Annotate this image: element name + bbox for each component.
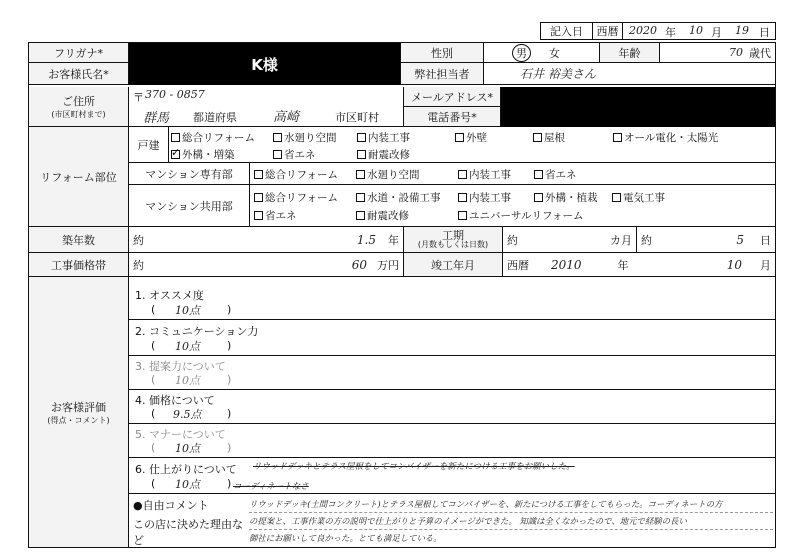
- private-label: マンション専有部: [129, 163, 250, 185]
- checkbox-icon: [356, 170, 365, 179]
- checkbox-icon: [533, 133, 542, 142]
- eval-item-4: [129, 390, 775, 424]
- eval-item-score: 10点: [175, 374, 200, 387]
- age-unit: 歳代: [749, 46, 771, 60]
- address-city-unit: 市区町村: [335, 111, 379, 124]
- checkbox-icon: [254, 211, 263, 220]
- period-label-cell: [403, 227, 503, 253]
- checkbox-icon: [458, 193, 467, 202]
- address-sublabel: (市区町村まで): [51, 110, 106, 119]
- house-options: [169, 127, 775, 163]
- checkbox-icon: [455, 133, 464, 142]
- staff-label: 弊社担当者: [400, 63, 484, 85]
- checkbox-icon: [357, 133, 366, 142]
- period-sublabel: (月数もしくは日数): [417, 240, 489, 250]
- eval-item-close: ): [227, 373, 232, 386]
- staff-field: [484, 63, 775, 85]
- common-label: マンション共用部: [129, 185, 250, 227]
- completion-field: [503, 253, 775, 277]
- period-month-prefix: 約: [507, 233, 518, 247]
- customer-name-text: K様: [251, 55, 278, 74]
- gender-label: 性別: [400, 43, 484, 63]
- eval-item-5: [129, 424, 775, 458]
- address-pref-unit: 都道府県: [193, 111, 237, 124]
- period-day-unit: 日: [760, 233, 771, 247]
- private-opt-0[interactable]: 総合リフォーム: [254, 167, 338, 182]
- price-value: 60: [351, 257, 367, 272]
- house-label: 戸建: [129, 127, 169, 163]
- checkbox-icon: [254, 170, 263, 179]
- building-age-label: 築年数: [29, 227, 129, 253]
- checkbox-checked-icon: [171, 150, 180, 159]
- checkbox-icon: [273, 150, 282, 159]
- checkbox-icon: [357, 150, 366, 159]
- eval-item-open: (: [151, 373, 156, 386]
- house-opt-0[interactable]: 総合リフォーム: [171, 130, 255, 145]
- checkbox-icon: [356, 211, 365, 220]
- price-prefix: 約: [133, 258, 144, 272]
- eval-item-3: [129, 356, 775, 390]
- eval-item-title: 2. コミュニケーション力: [135, 325, 259, 338]
- age-field: [660, 43, 775, 63]
- completion-month: 10: [726, 257, 742, 272]
- checkbox-icon: [458, 211, 467, 220]
- building-age-field: [129, 227, 403, 253]
- checkbox-icon: [613, 133, 622, 142]
- address-label: ご住所: [62, 95, 95, 108]
- price-label: 工事価格帯: [29, 253, 129, 277]
- completion-year-unit: 年: [617, 258, 629, 272]
- record-year: 2020: [629, 24, 657, 37]
- common-opt-1[interactable]: 水道・設備工事: [356, 190, 441, 205]
- record-date-label: 記入日: [541, 23, 593, 39]
- checkbox-icon: [171, 133, 180, 142]
- common-options: [250, 185, 775, 227]
- email-label: メールアドレス*: [403, 87, 501, 107]
- common-opt-5[interactable]: 省エネ: [254, 208, 297, 223]
- eval-item-close: ): [227, 441, 232, 454]
- phone-label: 電話番号*: [403, 107, 501, 127]
- reform-section-label: リフォーム部位: [29, 127, 129, 227]
- eval-item-title: 3. 提案力について: [135, 360, 226, 373]
- completion-label: 竣工年月: [403, 253, 503, 277]
- eval-item-score: 10点: [175, 478, 200, 491]
- common-opt-6[interactable]: 耐震改修: [356, 208, 409, 223]
- eval-item-close: ): [227, 477, 232, 490]
- name-label: お客様氏名*: [29, 63, 129, 85]
- house-opt-3[interactable]: 外壁: [455, 130, 487, 145]
- house-opt-8[interactable]: 耐震改修: [357, 147, 410, 162]
- completion-era: 西暦: [507, 258, 529, 272]
- record-month-unit: 月: [711, 26, 722, 39]
- gender-male[interactable]: 男: [512, 44, 531, 62]
- record-day-unit: 日: [759, 26, 770, 39]
- gender-female[interactable]: 女: [549, 46, 560, 60]
- customer-name: [129, 43, 400, 85]
- eval-item-open: (: [151, 407, 156, 420]
- period-day-field: [637, 227, 775, 253]
- checkbox-icon: [273, 133, 282, 142]
- staff-name: 石井 裕美さん: [520, 67, 596, 81]
- period-month-unit: カ月: [610, 233, 632, 247]
- eval-item-open: (: [151, 303, 156, 316]
- common-opt-2[interactable]: 内装工事: [458, 190, 511, 205]
- gender-field: [484, 43, 600, 63]
- address-field: [129, 87, 403, 127]
- record-month: 10: [689, 24, 703, 37]
- checkbox-icon: [534, 193, 543, 202]
- free-comment-label: ●自由コメント: [133, 499, 209, 512]
- house-opt-1[interactable]: 水廻り空間: [273, 130, 337, 145]
- eval-item-close: ): [227, 339, 232, 352]
- common-opt-3[interactable]: 外構・植栽: [534, 190, 598, 205]
- struck-note: リウッドデッキとテラス屋根をしてコンバイザーを新たにつける工事をお願いした。: [253, 462, 575, 472]
- eval-item-close: ): [227, 407, 232, 420]
- period-month-field: [503, 227, 637, 253]
- evaluation-label: お客様評価: [51, 400, 106, 414]
- eval-item-title: 1. オススメ度: [135, 289, 204, 302]
- record-date-box: [540, 22, 776, 40]
- email-field[interactable]: [501, 87, 775, 127]
- eval-item-1: [129, 284, 775, 320]
- building-age-value: 1.5: [356, 232, 376, 247]
- private-opt-1[interactable]: 水廻り空間: [356, 167, 420, 182]
- address-city: 高崎: [273, 110, 300, 125]
- postal-code: 370 - 0857: [145, 88, 205, 101]
- comment-line: リウッドデッキ(土間コンクリート)とテラス屋根してコンバイザーを、新たにつける工事をしてもらった。コーディネートの方: [249, 496, 773, 513]
- eval-item-6: [129, 458, 775, 494]
- furigana-label: フリガナ*: [29, 43, 129, 63]
- private-opt-2[interactable]: 内装工事: [458, 167, 511, 182]
- building-age-unit: 年: [388, 233, 399, 247]
- period-day-value: 5: [736, 232, 744, 247]
- eval-item-score: 10点: [175, 442, 200, 455]
- checkbox-icon: [612, 193, 621, 202]
- checkbox-icon: [254, 193, 263, 202]
- house-opt-4[interactable]: 屋根: [533, 130, 565, 145]
- evaluation-label-cell: [29, 277, 129, 547]
- checkbox-icon: [356, 193, 365, 202]
- eval-item-title: 6. 仕上がりについて: [135, 463, 237, 476]
- eval-item-score: 9.5点: [173, 408, 202, 421]
- age-value: 70: [729, 46, 743, 59]
- postal-mark: 〒: [133, 91, 144, 104]
- common-opt-7[interactable]: ユニバーサルリフォーム: [458, 208, 583, 223]
- comment-line: 御社にお願いして良かった。とても満足している。: [249, 533, 442, 543]
- address-label-cell: [29, 87, 129, 127]
- eval-item-open: (: [151, 441, 156, 454]
- evaluation-sublabel: (得点・コメント): [47, 415, 110, 425]
- age-label: 年齢: [600, 43, 660, 63]
- completion-month-unit: 月: [760, 258, 771, 272]
- house-opt-7[interactable]: 省エネ: [273, 147, 316, 162]
- record-date-era: 西暦: [593, 23, 623, 39]
- struck-note-2: コーディネートなさ: [233, 482, 309, 492]
- eval-item-open: (: [151, 339, 156, 352]
- comment-line: の提案と、工事作業の方の説明で仕上がりと予算のイメージができた。 知識は全くなかったので、地元で経験の長い: [249, 513, 773, 530]
- checkbox-icon: [458, 170, 467, 179]
- common-opt-0[interactable]: 総合リフォーム: [254, 190, 338, 205]
- completion-year: 2010: [551, 257, 582, 272]
- record-year-unit: 年: [665, 26, 676, 39]
- eval-item-score: 10点: [175, 304, 200, 317]
- eval-item-2: [129, 320, 775, 356]
- price-unit: 万円: [377, 258, 399, 272]
- address-pref: 群馬: [143, 111, 170, 126]
- eval-item-close: ): [227, 303, 232, 316]
- reason-label: この店に決めた理由など: [133, 518, 243, 547]
- private-options: [250, 163, 775, 185]
- house-opt-2[interactable]: 内装工事: [357, 130, 410, 145]
- price-field: [129, 253, 403, 277]
- eval-item-title: 5. マナーについて: [135, 428, 226, 441]
- building-age-approx: 約: [133, 233, 144, 247]
- free-comment-label-cell: [129, 494, 249, 547]
- eval-item-open: (: [151, 477, 156, 490]
- checkbox-icon: [534, 170, 543, 179]
- house-opt-6[interactable]: ✓外構・増築: [171, 147, 235, 162]
- period-day-prefix: 約: [641, 233, 652, 247]
- common-opt-4[interactable]: 電気工事: [612, 190, 665, 205]
- period-label: 工期: [442, 228, 464, 242]
- house-opt-5[interactable]: オール電化・太陽光: [613, 130, 718, 145]
- eval-item-title: 4. 価格について: [135, 394, 215, 407]
- eval-item-score: 10点: [175, 340, 200, 353]
- free-comment-body: [249, 496, 773, 546]
- record-day: 19: [735, 24, 749, 37]
- private-opt-3[interactable]: 省エネ: [534, 167, 577, 182]
